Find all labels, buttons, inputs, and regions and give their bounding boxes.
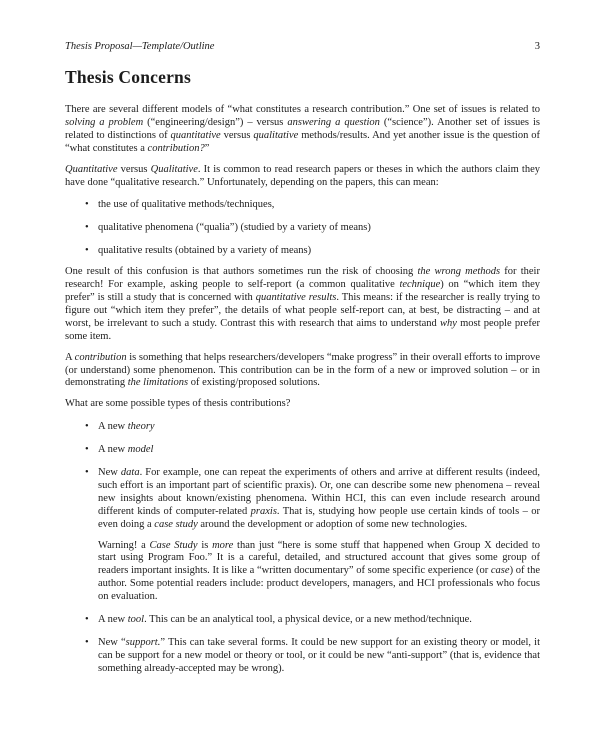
- list-item-new-data: [85, 467, 540, 604]
- list-item-new-tool: • A new tool. This can be an analytical tool, a physical device, or a new method/technique.: [85, 614, 540, 627]
- paragraph-confusion-result: One result of this confusion is that authors sometimes run the risk of choosing the wrong methods for their research! For example, asking people to self-report (a common qualitative technique) on “which item they prefer” is still a study that is concerned with quantitative results. This means: if the researcher is really trying to figure out “which item they prefer”, the details of what people self-report can, at best, be distracting – and at worst, be irrelevant to such a study. Contrast this with research that aims to understand why most people prefer some item.: [65, 266, 540, 342]
- new-data-description: • New data. For example, one can repeat the experiments of others and arrive at different results (indeed, such effort is an important part of scientific praxis). Or, one can describe some new phenomena – reveal new insights about known/existing phenomena. Within HCI, this can even include research around different kinds of computer-related praxis. That is, studying how people use certain kinds of tools – or even doing a case study around the development or adoption of some new technologies.: [98, 467, 540, 530]
- paragraph-contribution-types-question: What are some possible types of thesis contributions?: [65, 398, 291, 410]
- contribution-types-list: [65, 421, 540, 676]
- page-number: 3: [534, 41, 540, 52]
- case-study-warning: Warning! a Case Study is more than just “here is some stuff that happened when Group X decided to start using Program Foo.” It is a careful, detailed, and structured account that gives some group of readers important insights. It is like a “written documentary” of some specific experience (or case) of the author. Some potential readers include: product developers, managers, and HCI professionals who focus on evaluation.: [98, 539, 541, 603]
- list-item-new-theory: • A new theory: [85, 421, 540, 434]
- section-title: Thesis Concerns: [65, 67, 191, 87]
- list-item-new-model: • A new model: [85, 444, 540, 457]
- paragraph-quantitative-vs-qualitative: Quantitative versus Qualitative. It is common to read research papers or theses in which the authors claim they have done “qualitative research.” Unfortunately, depending on the papers, this can mean:: [65, 163, 540, 188]
- paragraph-research-contribution-models: There are several different models of “what constitutes a research contribution.” One set of issues is related to solving a problem (“engineering/design”) – versus answering a question (“science”). Another set of issues is related to distinctions of quantitative versus qualitative methods/results. And yet another issue is the question of “what constitutes a contribution?”: [65, 104, 540, 154]
- page-header: [65, 40, 540, 53]
- list-item-new-support: • New “support.” This can take several forms. It could be new support for an existing theory or model, it can be support for a new model or theory or tool, or it could be new “anti-support” (that is, evidence that something already-accepted may be wrong).: [85, 637, 540, 676]
- list-item-qualitative-phenomena: • qualitative phenomena (“qualia”) (studied by a variety of means): [85, 222, 540, 235]
- list-item-qualitative-methods: • the use of qualitative methods/techniques,: [85, 199, 540, 212]
- running-title: Thesis Proposal—Template/Outline: [65, 41, 215, 52]
- list-item-qualitative-results: • qualitative results (obtained by a variety of means): [85, 245, 540, 258]
- paragraph-contribution-definition: A contribution is something that helps researchers/developers “make progress” in their overall efforts to improve (or understand) some phenomenon. This contribution can be in the form of a new or improved solution – or in demonstrating the limitations of existing/proposed solutions.: [65, 351, 540, 389]
- qualitative-meanings-list: [65, 199, 540, 258]
